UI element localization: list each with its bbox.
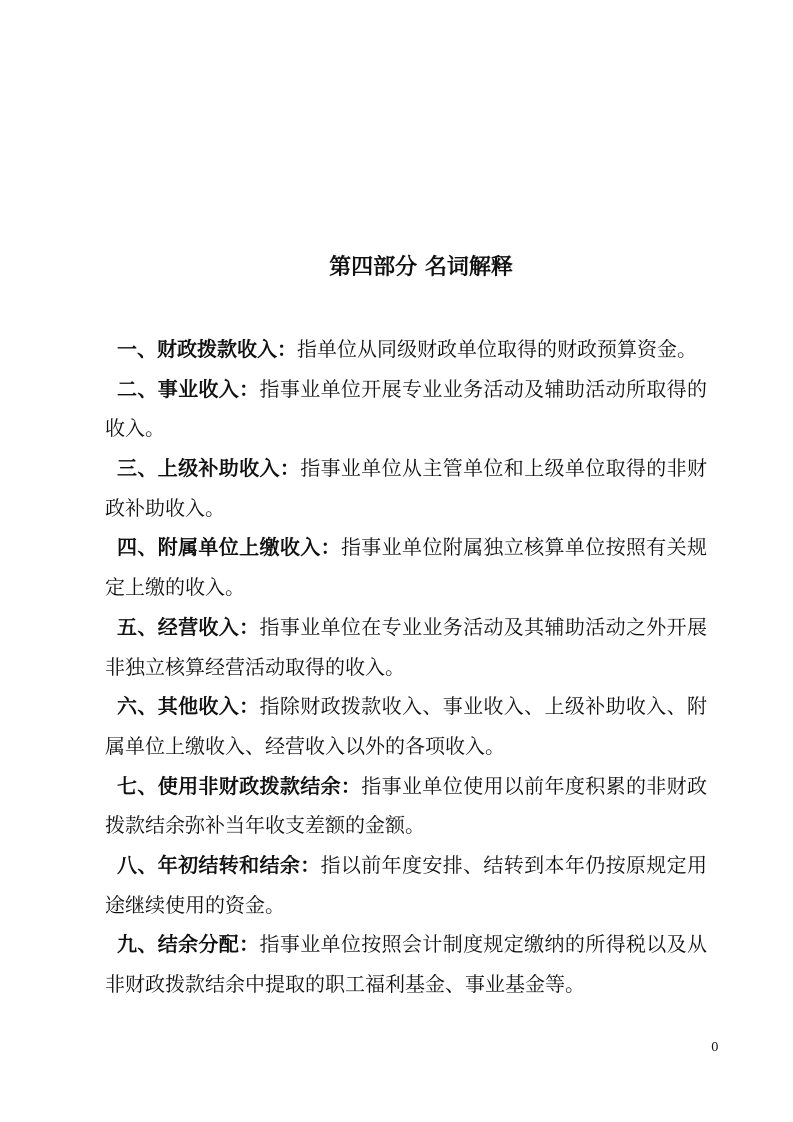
glossary-body [105, 330, 707, 1005]
glossary-term: 七、使用非财政拨款结余： [117, 773, 362, 798]
glossary-entry [105, 370, 707, 410]
glossary-entry [105, 925, 707, 965]
glossary-term: 二、事业收入： [117, 376, 260, 401]
glossary-definition-continued: 政补助收入。 [105, 495, 225, 520]
glossary-term: 一、财政拨款收入： [117, 337, 297, 361]
glossary-definition-continued: 拨款结余弥补当年收支差额的金额。 [105, 813, 425, 838]
glossary-definition-continued: 属单位上缴收入、经营收入以外的各项收入。 [105, 733, 505, 758]
page-title: 第四部分 名词解释 [329, 255, 513, 280]
glossary-definition-continued: 途继续使用的资金。 [105, 892, 285, 917]
glossary-term: 五、经营收入： [117, 614, 260, 639]
page-number: 0 [711, 1040, 719, 1054]
glossary-term: 九、结余分配： [117, 932, 260, 957]
glossary-entry [105, 528, 707, 568]
glossary-term: 八、年初结转和结余： [117, 852, 321, 877]
glossary-definition: 指事业单位在专业业务活动及其辅助活动之外开展 [259, 614, 707, 639]
glossary-definition: 指事业单位从主管单位和上级单位取得的非财 [300, 456, 708, 481]
glossary-definition: 指以前年度安排、结转到本年仍按原规定用 [320, 852, 708, 877]
glossary-definition: 指除财政拨款收入、事业收入、上级补助收入、附 [259, 694, 707, 719]
glossary-definition: 指事业单位按照会计制度规定缴纳的所得税以及从 [259, 932, 707, 957]
glossary-entry [105, 608, 707, 648]
glossary-term: 四、附属单位上缴收入： [117, 535, 341, 560]
glossary-definition-continued: 定上缴的收入。 [105, 575, 245, 600]
glossary-definition-continued: 收入。 [105, 416, 165, 441]
glossary-definition-continued: 非财政拨款结余中提取的职工福利基金、事业基金等。 [105, 972, 585, 996]
glossary-definition: 指单位从同级财政单位取得的财政预算资金。 [297, 337, 697, 361]
glossary-definition: 指事业单位开展专业业务活动及辅助活动所取得的 [259, 376, 707, 401]
glossary-entry [105, 449, 707, 489]
glossary-definition-continued: 非独立核算经营活动取得的收入。 [105, 654, 405, 679]
glossary-term: 三、上级补助收入： [117, 456, 301, 481]
glossary-entry [105, 767, 707, 807]
glossary-entry [105, 846, 707, 886]
glossary-entry [105, 330, 707, 370]
glossary-entry [105, 687, 707, 727]
glossary-definition: 指事业单位使用以前年度积累的非财政 [361, 773, 708, 798]
glossary-definition: 指事业单位附属独立核算单位按照有关规 [340, 535, 708, 560]
glossary-term: 六、其他收入： [117, 694, 260, 719]
